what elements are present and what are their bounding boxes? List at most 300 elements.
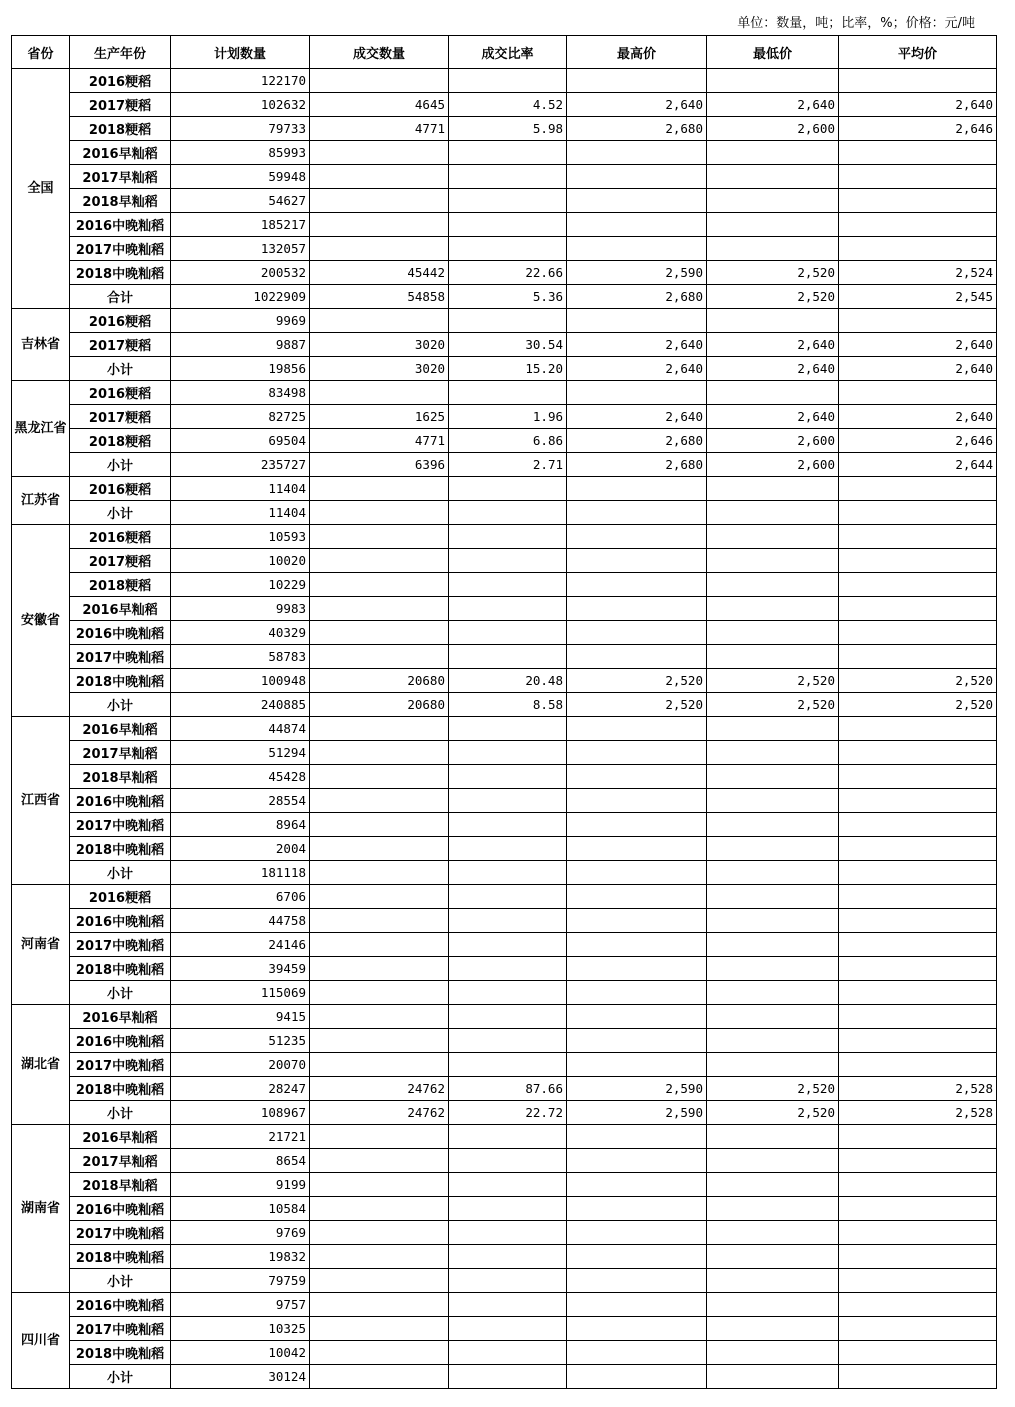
cell-planned-qty: 100948 <box>171 669 310 693</box>
table-row <box>12 1005 997 1029</box>
cell-deal-rate <box>449 861 567 885</box>
cell-max-price <box>567 621 707 645</box>
cell-deal-qty <box>310 885 449 909</box>
table-row <box>12 501 997 525</box>
cell-year: 2018粳稻 <box>70 573 171 597</box>
cell-deal-qty <box>310 981 449 1005</box>
table-body <box>12 69 997 1389</box>
cell-year: 2016中晚籼稻 <box>70 1197 171 1221</box>
table-row <box>12 1173 997 1197</box>
cell-max-price <box>567 645 707 669</box>
cell-avg-price <box>839 237 997 261</box>
cell-min-price <box>707 525 839 549</box>
cell-avg-price: 2,520 <box>839 693 997 717</box>
cell-year: 2016中晚籼稻 <box>70 621 171 645</box>
cell-min-price: 2,520 <box>707 693 839 717</box>
cell-planned-qty: 8654 <box>171 1149 310 1173</box>
cell-avg-price <box>839 837 997 861</box>
cell-deal-rate <box>449 549 567 573</box>
cell-deal-qty: 54858 <box>310 285 449 309</box>
cell-year: 2018中晚籼稻 <box>70 1245 171 1269</box>
cell-min-price <box>707 957 839 981</box>
cell-avg-price <box>839 1293 997 1317</box>
cell-planned-qty: 20070 <box>171 1053 310 1077</box>
cell-year: 小计 <box>70 981 171 1005</box>
table-row <box>12 429 997 453</box>
table-row <box>12 1341 997 1365</box>
cell-min-price <box>707 1317 839 1341</box>
cell-deal-rate <box>449 501 567 525</box>
cell-max-price: 2,520 <box>567 669 707 693</box>
cell-planned-qty: 83498 <box>171 381 310 405</box>
cell-min-price <box>707 1149 839 1173</box>
cell-max-price <box>567 741 707 765</box>
cell-planned-qty: 9757 <box>171 1293 310 1317</box>
cell-deal-qty <box>310 1245 449 1269</box>
table-row <box>12 1197 997 1221</box>
cell-deal-qty <box>310 909 449 933</box>
cell-avg-price <box>839 189 997 213</box>
cell-avg-price <box>839 1269 997 1293</box>
cell-avg-price: 2,644 <box>839 453 997 477</box>
table-row <box>12 1269 997 1293</box>
cell-planned-qty: 51294 <box>171 741 310 765</box>
table-row <box>12 549 997 573</box>
cell-year: 2017粳稻 <box>70 405 171 429</box>
cell-avg-price: 2,528 <box>839 1077 997 1101</box>
cell-max-price <box>567 957 707 981</box>
cell-deal-rate <box>449 1173 567 1197</box>
cell-deal-qty: 6396 <box>310 453 449 477</box>
cell-planned-qty: 108967 <box>171 1101 310 1125</box>
table-row <box>12 885 997 909</box>
cell-min-price <box>707 213 839 237</box>
cell-min-price <box>707 165 839 189</box>
cell-year: 2016中晚籼稻 <box>70 1029 171 1053</box>
cell-avg-price: 2,640 <box>839 333 997 357</box>
cell-max-price <box>567 1365 707 1389</box>
header-deal-qty: 成交数量 <box>310 36 449 69</box>
cell-deal-rate <box>449 1317 567 1341</box>
cell-deal-qty <box>310 1317 449 1341</box>
cell-max-price <box>567 1245 707 1269</box>
table-row <box>12 861 997 885</box>
cell-deal-qty <box>310 789 449 813</box>
cell-deal-rate <box>449 1029 567 1053</box>
cell-deal-qty <box>310 1173 449 1197</box>
cell-max-price <box>567 573 707 597</box>
cell-max-price: 2,680 <box>567 453 707 477</box>
cell-deal-qty: 1625 <box>310 405 449 429</box>
table-row <box>12 693 997 717</box>
cell-deal-qty: 24762 <box>310 1077 449 1101</box>
cell-deal-rate <box>449 309 567 333</box>
cell-deal-qty <box>310 645 449 669</box>
table-row <box>12 213 997 237</box>
cell-min-price <box>707 1125 839 1149</box>
cell-deal-qty: 20680 <box>310 669 449 693</box>
cell-max-price <box>567 1197 707 1221</box>
cell-year: 2018中晚籼稻 <box>70 1341 171 1365</box>
cell-max-price <box>567 813 707 837</box>
cell-min-price <box>707 189 839 213</box>
cell-max-price: 2,590 <box>567 261 707 285</box>
cell-min-price <box>707 909 839 933</box>
cell-year: 小计 <box>70 861 171 885</box>
cell-planned-qty: 240885 <box>171 693 310 717</box>
cell-planned-qty: 1022909 <box>171 285 310 309</box>
cell-max-price: 2,640 <box>567 333 707 357</box>
province-cell: 江苏省 <box>12 477 70 525</box>
cell-avg-price <box>839 69 997 93</box>
cell-deal-rate <box>449 765 567 789</box>
table-row <box>12 1245 997 1269</box>
cell-min-price <box>707 141 839 165</box>
cell-min-price: 2,520 <box>707 669 839 693</box>
table-row <box>12 189 997 213</box>
cell-max-price: 2,680 <box>567 285 707 309</box>
cell-max-price <box>567 1269 707 1293</box>
cell-deal-qty <box>310 381 449 405</box>
cell-deal-rate <box>449 1365 567 1389</box>
cell-avg-price <box>839 1197 997 1221</box>
table-row <box>12 957 997 981</box>
cell-deal-rate <box>449 381 567 405</box>
cell-deal-qty <box>310 573 449 597</box>
cell-year: 2017中晚籼稻 <box>70 1053 171 1077</box>
cell-deal-rate <box>449 741 567 765</box>
cell-avg-price <box>839 741 997 765</box>
cell-planned-qty: 44758 <box>171 909 310 933</box>
table-row <box>12 573 997 597</box>
table-row <box>12 1221 997 1245</box>
cell-avg-price <box>839 501 997 525</box>
cell-avg-price <box>839 477 997 501</box>
cell-avg-price <box>839 717 997 741</box>
province-cell: 湖南省 <box>12 1125 70 1293</box>
cell-year: 2018中晚籼稻 <box>70 1077 171 1101</box>
cell-max-price: 2,680 <box>567 429 707 453</box>
cell-planned-qty: 28554 <box>171 789 310 813</box>
cell-planned-qty: 9887 <box>171 333 310 357</box>
cell-deal-qty <box>310 189 449 213</box>
cell-avg-price <box>839 381 997 405</box>
cell-deal-qty <box>310 525 449 549</box>
cell-year: 2016粳稻 <box>70 525 171 549</box>
cell-min-price <box>707 837 839 861</box>
cell-year: 2018中晚籼稻 <box>70 837 171 861</box>
cell-avg-price <box>839 1317 997 1341</box>
unit-note: 单位：数量，吨；比率，%；价格：元/吨 <box>737 16 975 31</box>
cell-avg-price <box>839 213 997 237</box>
cell-year: 小计 <box>70 357 171 381</box>
cell-deal-rate <box>449 813 567 837</box>
cell-year: 2016中晚籼稻 <box>70 213 171 237</box>
table-row <box>12 981 997 1005</box>
table-row <box>12 837 997 861</box>
cell-deal-qty <box>310 597 449 621</box>
cell-max-price <box>567 981 707 1005</box>
header-max-price: 最高价 <box>567 36 707 69</box>
cell-planned-qty: 79759 <box>171 1269 310 1293</box>
cell-max-price <box>567 1053 707 1077</box>
cell-planned-qty: 102632 <box>171 93 310 117</box>
cell-deal-rate: 30.54 <box>449 333 567 357</box>
table-row <box>12 237 997 261</box>
cell-deal-qty <box>310 141 449 165</box>
cell-deal-rate: 4.52 <box>449 93 567 117</box>
cell-planned-qty: 59948 <box>171 165 310 189</box>
header-avg-price: 平均价 <box>839 36 997 69</box>
cell-deal-rate <box>449 525 567 549</box>
cell-max-price <box>567 1005 707 1029</box>
cell-planned-qty: 30124 <box>171 1365 310 1389</box>
cell-deal-qty: 45442 <box>310 261 449 285</box>
cell-planned-qty: 10593 <box>171 525 310 549</box>
table-row <box>12 261 997 285</box>
cell-deal-rate <box>449 621 567 645</box>
table-row <box>12 669 997 693</box>
table-row <box>12 69 997 93</box>
cell-year: 2016早籼稻 <box>70 717 171 741</box>
cell-min-price: 2,520 <box>707 1077 839 1101</box>
table-row <box>12 1317 997 1341</box>
cell-avg-price <box>839 957 997 981</box>
cell-planned-qty: 200532 <box>171 261 310 285</box>
cell-planned-qty: 24146 <box>171 933 310 957</box>
cell-deal-qty <box>310 213 449 237</box>
province-cell: 河南省 <box>12 885 70 1005</box>
cell-planned-qty: 40329 <box>171 621 310 645</box>
cell-deal-rate <box>449 885 567 909</box>
cell-planned-qty: 58783 <box>171 645 310 669</box>
cell-deal-rate: 5.98 <box>449 117 567 141</box>
cell-deal-qty <box>310 1365 449 1389</box>
cell-max-price: 2,590 <box>567 1077 707 1101</box>
cell-avg-price <box>839 885 997 909</box>
cell-deal-qty: 4645 <box>310 93 449 117</box>
cell-planned-qty: 235727 <box>171 453 310 477</box>
cell-deal-qty <box>310 309 449 333</box>
cell-avg-price <box>839 1341 997 1365</box>
cell-planned-qty: 9415 <box>171 1005 310 1029</box>
cell-year: 2017早籼稻 <box>70 741 171 765</box>
table-row <box>12 525 997 549</box>
cell-avg-price <box>839 573 997 597</box>
cell-max-price <box>567 909 707 933</box>
cell-min-price <box>707 981 839 1005</box>
cell-max-price <box>567 501 707 525</box>
table-row <box>12 645 997 669</box>
cell-deal-qty <box>310 1293 449 1317</box>
table-row <box>12 141 997 165</box>
cell-year: 2016早籼稻 <box>70 141 171 165</box>
cell-max-price <box>567 309 707 333</box>
cell-min-price: 2,520 <box>707 1101 839 1125</box>
cell-year: 2016粳稻 <box>70 69 171 93</box>
cell-max-price <box>567 1221 707 1245</box>
cell-year: 2016早籼稻 <box>70 1005 171 1029</box>
cell-year: 小计 <box>70 1101 171 1125</box>
cell-planned-qty: 79733 <box>171 117 310 141</box>
cell-planned-qty: 122170 <box>171 69 310 93</box>
cell-max-price <box>567 525 707 549</box>
cell-deal-qty: 3020 <box>310 357 449 381</box>
cell-year: 小计 <box>70 1365 171 1389</box>
province-cell: 四川省 <box>12 1293 70 1389</box>
cell-max-price <box>567 1293 707 1317</box>
cell-max-price <box>567 213 707 237</box>
cell-year: 2017粳稻 <box>70 549 171 573</box>
cell-avg-price <box>839 981 997 1005</box>
cell-deal-rate <box>449 909 567 933</box>
cell-max-price <box>567 837 707 861</box>
cell-avg-price <box>839 861 997 885</box>
cell-deal-rate <box>449 477 567 501</box>
cell-min-price <box>707 933 839 957</box>
cell-min-price: 2,520 <box>707 285 839 309</box>
cell-max-price: 2,520 <box>567 693 707 717</box>
cell-year: 2017粳稻 <box>70 333 171 357</box>
table-row <box>12 1077 997 1101</box>
province-cell: 江西省 <box>12 717 70 885</box>
cell-deal-rate <box>449 1293 567 1317</box>
cell-planned-qty: 10020 <box>171 549 310 573</box>
cell-year: 小计 <box>70 693 171 717</box>
cell-planned-qty: 9983 <box>171 597 310 621</box>
province-cell: 吉林省 <box>12 309 70 381</box>
cell-deal-rate <box>449 213 567 237</box>
cell-avg-price <box>839 909 997 933</box>
cell-deal-qty <box>310 1269 449 1293</box>
cell-min-price <box>707 861 839 885</box>
cell-deal-rate <box>449 1125 567 1149</box>
cell-min-price <box>707 789 839 813</box>
cell-year: 2017中晚籼稻 <box>70 1317 171 1341</box>
table-row <box>12 405 997 429</box>
cell-year: 2016中晚籼稻 <box>70 789 171 813</box>
cell-deal-rate: 1.96 <box>449 405 567 429</box>
cell-year: 2018早籼稻 <box>70 1173 171 1197</box>
cell-max-price <box>567 549 707 573</box>
cell-planned-qty: 39459 <box>171 957 310 981</box>
cell-min-price: 2,600 <box>707 117 839 141</box>
header-row <box>12 36 997 69</box>
cell-deal-rate <box>449 573 567 597</box>
cell-year: 2016粳稻 <box>70 309 171 333</box>
table-row <box>12 933 997 957</box>
cell-min-price: 2,640 <box>707 333 839 357</box>
cell-avg-price: 2,646 <box>839 117 997 141</box>
cell-deal-qty <box>310 69 449 93</box>
cell-deal-rate: 15.20 <box>449 357 567 381</box>
cell-planned-qty: 181118 <box>171 861 310 885</box>
cell-planned-qty: 2004 <box>171 837 310 861</box>
cell-min-price <box>707 1245 839 1269</box>
cell-avg-price <box>839 1173 997 1197</box>
province-cell: 黑龙江省 <box>12 381 70 477</box>
cell-year: 2018中晚籼稻 <box>70 669 171 693</box>
cell-planned-qty: 10325 <box>171 1317 310 1341</box>
cell-max-price <box>567 1149 707 1173</box>
table-row <box>12 1029 997 1053</box>
cell-deal-qty <box>310 957 449 981</box>
cell-year: 2016早籼稻 <box>70 1125 171 1149</box>
cell-avg-price <box>839 1125 997 1149</box>
cell-avg-price: 2,520 <box>839 669 997 693</box>
cell-planned-qty: 10229 <box>171 573 310 597</box>
cell-deal-qty <box>310 1005 449 1029</box>
cell-deal-rate <box>449 1197 567 1221</box>
province-cell: 湖北省 <box>12 1005 70 1125</box>
cell-max-price <box>567 933 707 957</box>
cell-min-price <box>707 573 839 597</box>
cell-deal-qty: 20680 <box>310 693 449 717</box>
cell-year: 小计 <box>70 453 171 477</box>
cell-min-price: 2,640 <box>707 93 839 117</box>
cell-year: 2016中晚籼稻 <box>70 1293 171 1317</box>
header-planned-qty: 计划数量 <box>171 36 310 69</box>
cell-min-price <box>707 1293 839 1317</box>
cell-deal-qty <box>310 477 449 501</box>
table-row <box>12 357 997 381</box>
cell-max-price: 2,590 <box>567 1101 707 1125</box>
cell-planned-qty: 9769 <box>171 1221 310 1245</box>
cell-deal-qty <box>310 813 449 837</box>
cell-year: 2017中晚籼稻 <box>70 813 171 837</box>
cell-deal-qty <box>310 741 449 765</box>
cell-min-price <box>707 69 839 93</box>
cell-min-price <box>707 501 839 525</box>
cell-deal-rate <box>449 1221 567 1245</box>
cell-deal-rate <box>449 1053 567 1077</box>
cell-deal-qty <box>310 717 449 741</box>
cell-min-price <box>707 309 839 333</box>
cell-deal-qty: 4771 <box>310 117 449 141</box>
cell-year: 2018中晚籼稻 <box>70 261 171 285</box>
cell-deal-qty <box>310 1125 449 1149</box>
cell-planned-qty: 82725 <box>171 405 310 429</box>
cell-min-price <box>707 1341 839 1365</box>
cell-min-price <box>707 885 839 909</box>
cell-deal-rate <box>449 237 567 261</box>
cell-deal-rate <box>449 933 567 957</box>
cell-planned-qty: 21721 <box>171 1125 310 1149</box>
cell-deal-qty: 3020 <box>310 333 449 357</box>
cell-planned-qty: 132057 <box>171 237 310 261</box>
cell-avg-price <box>839 1029 997 1053</box>
cell-avg-price <box>839 1053 997 1077</box>
cell-deal-rate <box>449 597 567 621</box>
cell-min-price: 2,600 <box>707 429 839 453</box>
cell-year: 小计 <box>70 501 171 525</box>
cell-min-price <box>707 477 839 501</box>
cell-planned-qty: 115069 <box>171 981 310 1005</box>
table-row <box>12 1293 997 1317</box>
cell-deal-qty: 24762 <box>310 1101 449 1125</box>
cell-deal-rate <box>449 1269 567 1293</box>
cell-min-price <box>707 645 839 669</box>
cell-deal-rate: 87.66 <box>449 1077 567 1101</box>
header-min-price: 最低价 <box>707 36 839 69</box>
table-row <box>12 621 997 645</box>
cell-avg-price: 2,528 <box>839 1101 997 1125</box>
cell-min-price <box>707 381 839 405</box>
cell-min-price <box>707 621 839 645</box>
cell-planned-qty: 28247 <box>171 1077 310 1101</box>
cell-deal-rate: 2.71 <box>449 453 567 477</box>
province-cell: 安徽省 <box>12 525 70 717</box>
